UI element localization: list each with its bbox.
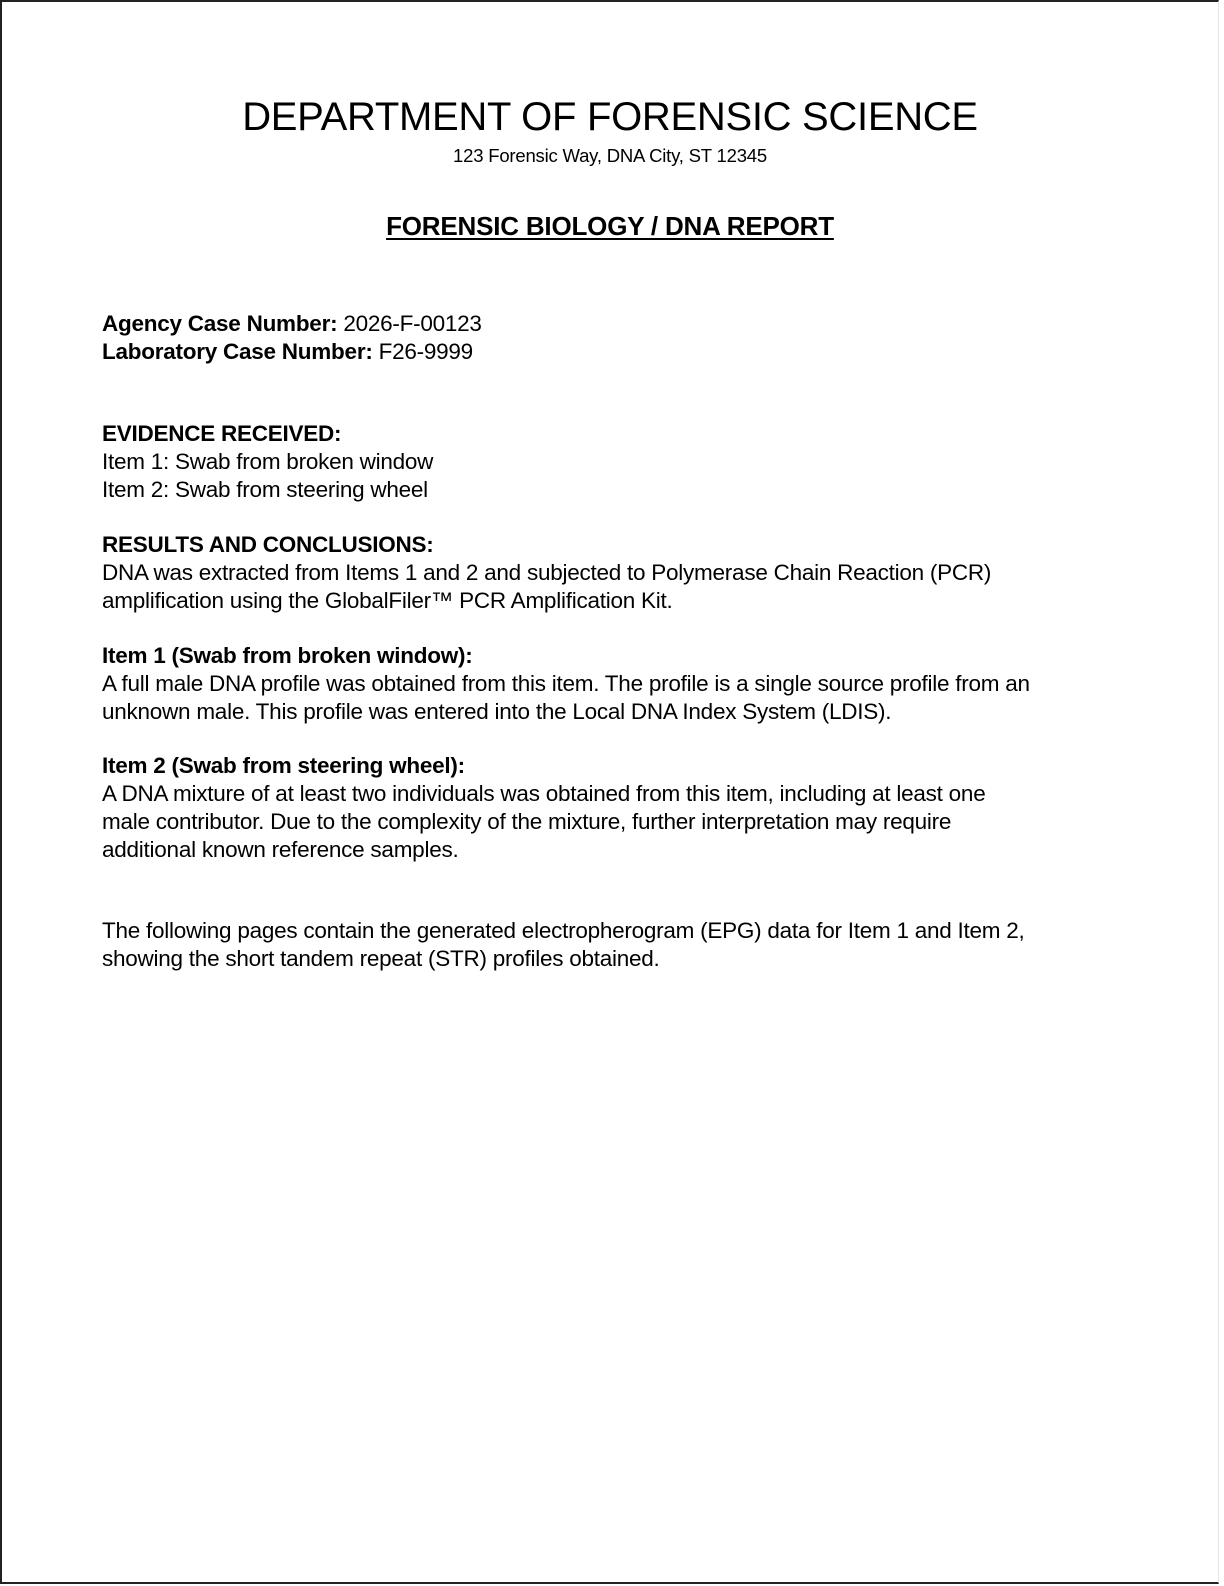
item1-section (102, 642, 1122, 726)
report-title (2, 211, 1218, 241)
evidence-heading: EVIDENCE RECEIVED: (102, 421, 342, 446)
item1-heading: Item 1 (Swab from broken window): (102, 643, 473, 668)
evidence-item: Item 2: Swab from steering wheel (102, 477, 428, 502)
agency-case-label: Agency Case Number: (102, 311, 338, 336)
item2-line: additional known reference samples. (102, 837, 459, 862)
case-info (102, 310, 1122, 366)
closing-line: showing the short tandem repeat (STR) profiles obtained. (102, 946, 660, 971)
item2-section (102, 752, 1122, 864)
agency-case-value: 2026-F-00123 (337, 311, 482, 336)
item1-line: unknown male. This profile was entered into the Local DNA Index System (LDIS). (102, 699, 892, 724)
evidence-item: Item 1: Swab from broken window (102, 449, 434, 474)
report-title-text: FORENSIC BIOLOGY / DNA REPORT (386, 211, 834, 241)
closing-paragraph (102, 917, 1122, 973)
evidence-section (102, 420, 1122, 504)
item2-line: A DNA mixture of at least two individuals was obtained from this item, including at least one (102, 781, 986, 806)
results-intro-line: DNA was extracted from Items 1 and 2 and subjected to Polymerase Chain Reaction (PCR) (102, 560, 992, 585)
closing-line: The following pages contain the generated electropherogram (EPG) data for Item 1 and Item 2, (102, 918, 1025, 943)
item2-line: male contributor. Due to the complexity of the mixture, further interpretation may require (102, 809, 952, 834)
item2-heading: Item 2 (Swab from steering wheel): (102, 753, 465, 778)
department-title: DEPARTMENT OF FORENSIC SCIENCE (242, 95, 978, 139)
lab-case-number (102, 338, 1122, 366)
results-section (102, 531, 1122, 615)
results-intro-line: amplification using the GlobalFiler™ PCR Amplification Kit. (102, 588, 673, 613)
department-address: 123 Forensic Way, DNA City, ST 12345 (453, 145, 767, 166)
lab-case-label: Laboratory Case Number: (102, 339, 373, 364)
results-heading: RESULTS AND CONCLUSIONS: (102, 532, 434, 557)
item1-line: A full male DNA profile was obtained from this item. The profile is a single source profile from an (102, 671, 1030, 696)
agency-case-number (102, 310, 1122, 338)
lab-case-value: F26-9999 (372, 339, 473, 364)
